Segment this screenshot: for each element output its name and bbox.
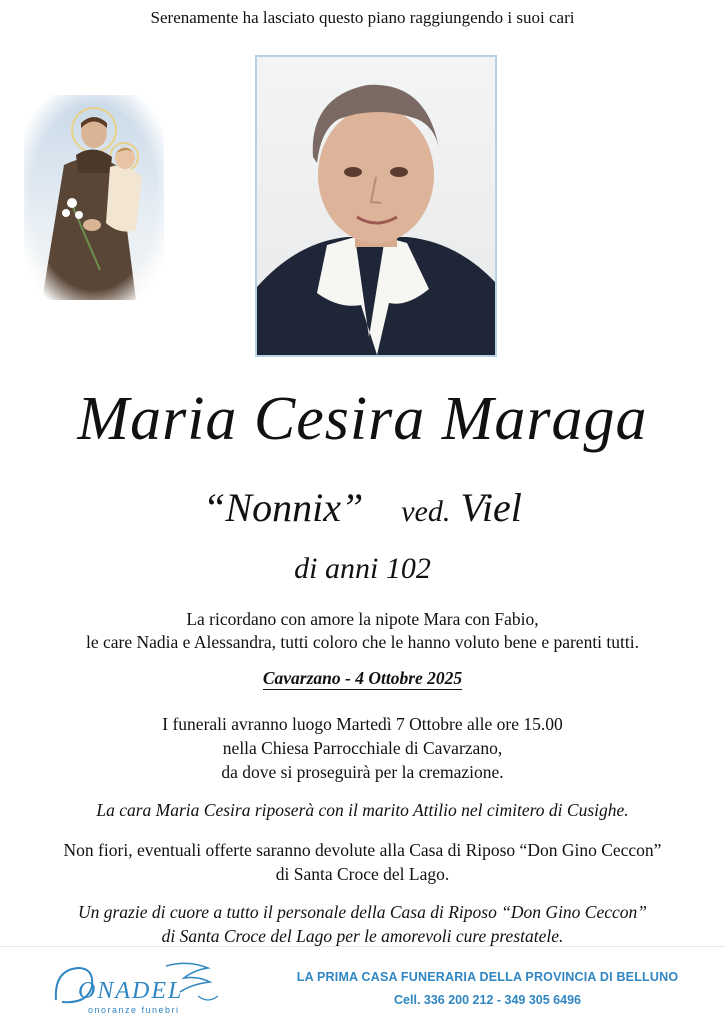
funeral-line: nella Chiesa Parrocchiale di Cavarzano, xyxy=(222,738,503,758)
thanks-paragraph xyxy=(0,900,725,948)
widow-name: Viel xyxy=(460,485,522,530)
saint-anthony-image xyxy=(24,95,164,300)
svg-text:ONADEL: ONADEL xyxy=(78,978,184,1004)
footer-phone: Cell. 336 200 212 - 349 305 6496 xyxy=(394,993,581,1007)
svg-text:onoranze funebri: onoranze funebri xyxy=(88,1005,180,1015)
nickname: “Nonnix” xyxy=(203,485,364,530)
remember-line: La ricordano con amore la nipote Mara con Fabio, xyxy=(186,609,539,629)
thanks-line: Un grazie di cuore a tutto il personale della Casa di Riposo “Don Gino Ceccon” xyxy=(77,902,648,922)
thanks-line: di Santa Croce del Lago per le amorevoli cure prestatele. xyxy=(161,926,564,946)
footer-tagline: LA PRIMA CASA FUNERARIA DELLA PROVINCIA DI BELLUNO xyxy=(296,970,679,984)
donadel-logo xyxy=(48,956,223,1018)
flowers-line: di Santa Croce del Lago. xyxy=(275,864,450,884)
age-text: di anni 102 xyxy=(294,552,431,585)
flowers-paragraph xyxy=(0,838,725,886)
flowers-line: Non fiori, eventuali offerte saranno devolute alla Casa di Riposo “Don Gino Ceccon” xyxy=(63,840,662,860)
funeral-line: I funerali avranno luogo Martedì 7 Ottobre alle ore 15.00 xyxy=(162,714,563,734)
portrait-photo xyxy=(255,55,497,357)
intro-text: Serenamente ha lasciato questo piano raggiungendo i suoi cari xyxy=(150,8,575,27)
remember-paragraph xyxy=(0,608,725,654)
funeral-paragraph xyxy=(0,712,725,784)
place-date xyxy=(0,668,725,689)
deceased-name: Maria Cesira Maraga xyxy=(77,385,648,453)
funeral-line: da dove si proseguirà per la cremazione. xyxy=(221,762,504,782)
nickname-line xyxy=(0,484,725,531)
remember-line: le care Nadia e Alessandra, tutti coloro che le hanno voluto bene e parenti tutti. xyxy=(86,632,639,652)
burial-text: La cara Maria Cesira riposerà con il marito Attilio nel cimitero di Cusighe. xyxy=(96,800,629,820)
footer-divider xyxy=(0,946,725,947)
widow-prefix: ved. xyxy=(401,495,451,528)
place-date-text: Cavarzano - 4 Ottobre 2025 xyxy=(262,668,463,688)
